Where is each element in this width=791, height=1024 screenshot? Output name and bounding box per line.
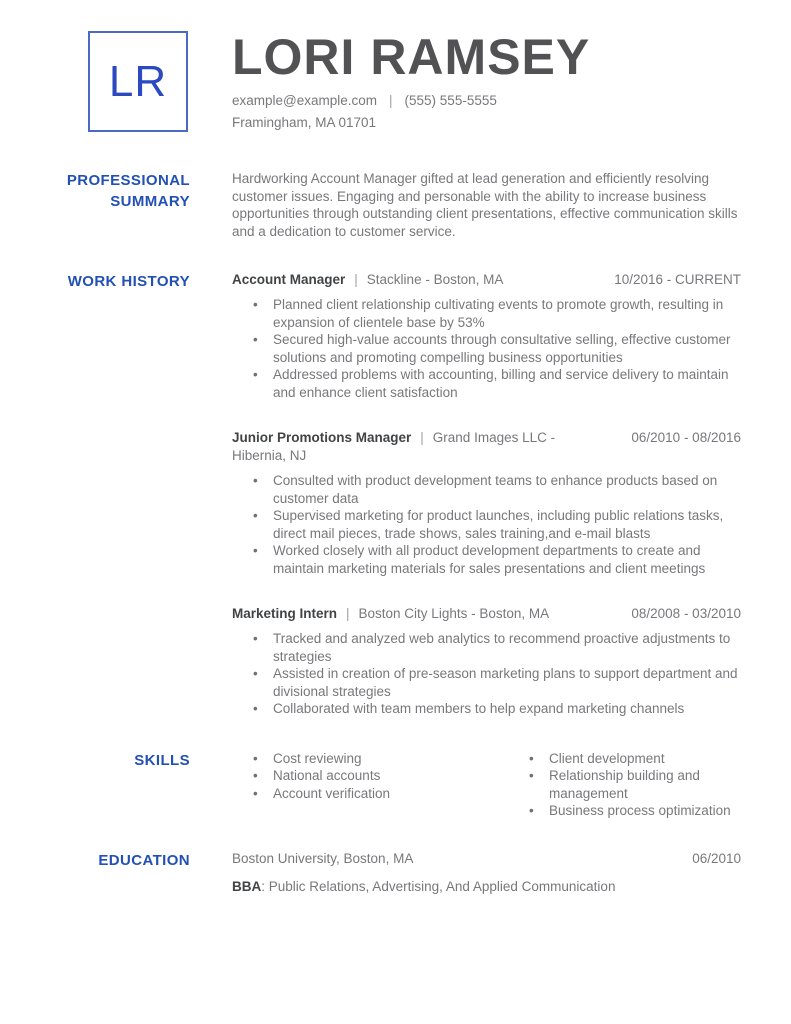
summary-label-line1: PROFESSIONAL xyxy=(66,172,190,189)
job-bullet-list xyxy=(232,296,741,401)
skill-item: • Cost reviewing xyxy=(232,750,508,768)
job-title: Account Manager xyxy=(232,272,346,287)
job-bullet: • Collaborated with team members to help expand marketing channels xyxy=(232,700,741,718)
job-header xyxy=(232,605,741,623)
job-bullet-list xyxy=(232,630,741,718)
job-bullet: • Consulted with product development teams to enhance products based on customer data xyxy=(232,472,741,507)
summary-label-line2: SUMMARY xyxy=(110,193,190,210)
skill-item: • Relationship building and management xyxy=(508,767,741,802)
job-entry xyxy=(232,271,741,401)
skills-content xyxy=(232,750,741,820)
header-text xyxy=(232,31,590,134)
job-title-company xyxy=(232,605,549,623)
education-section-label: EDUCATION xyxy=(98,851,190,869)
job-header xyxy=(232,429,741,465)
contact-line xyxy=(232,90,590,112)
job-bullet: • Supervised marketing for product launches, including public relations tasks, direct mail pieces, trade shows, sales training,and e-mail blasts xyxy=(232,507,741,542)
education-school-line xyxy=(232,850,741,868)
job-company: Stackline - Boston, MA xyxy=(366,272,504,287)
education-degree-label: BBA xyxy=(232,878,262,894)
pipe-separator: | xyxy=(420,430,424,445)
monogram-badge xyxy=(88,31,188,132)
pipe-separator: | xyxy=(389,93,393,108)
job-bullet-list xyxy=(232,472,741,577)
job-title: Marketing Intern xyxy=(232,606,338,621)
job-bullet: • Planned client relationship cultivating events to promote growth, resulting in expansion of clientele base by 53% xyxy=(232,296,741,331)
section-education xyxy=(0,850,741,896)
skills-column-left xyxy=(232,750,508,820)
job-company: Grand Images LLC - Hibernia, NJ xyxy=(232,430,556,463)
job-title-company xyxy=(232,271,503,289)
phone-text: (555) 555-5555 xyxy=(404,93,497,108)
work-history-content xyxy=(232,271,741,718)
job-bullet: • Secured high-value accounts through consultative selling, effective customer solutions and promoting compelling business opportunities xyxy=(232,331,741,366)
job-dates: 10/2016 - CURRENT xyxy=(614,272,741,287)
job-title-company xyxy=(232,429,597,465)
job-title: Junior Promotions Manager xyxy=(232,430,412,445)
monogram-initials: LR xyxy=(108,56,168,106)
job-bullet: • Assisted in creation of pre-season marketing plans to support department and divisional strategies xyxy=(232,665,741,700)
education-school: Boston University, Boston, MA xyxy=(232,850,414,866)
email-text: example@example.com xyxy=(232,93,378,108)
education-degree-detail: : Public Relations, Advertising, And Applied Communication xyxy=(261,878,616,894)
job-bullet: • Addressed problems with accounting, billing and service delivery to maintain and enhance client satisfaction xyxy=(232,366,741,401)
skill-item: • Business process optimization xyxy=(508,802,741,820)
job-header xyxy=(232,271,741,289)
work-history-section-label: WORK HISTORY xyxy=(67,273,190,290)
skill-item: • National accounts xyxy=(232,767,508,785)
candidate-name: LORI RAMSEY xyxy=(232,29,591,85)
address-text: Framingham, MA 01701 xyxy=(232,115,377,130)
resume-header xyxy=(88,31,791,134)
skill-item: • Account verification xyxy=(232,785,508,803)
job-company: Boston City Lights - Boston, MA xyxy=(358,606,550,621)
job-entry xyxy=(232,605,741,718)
section-professional-summary xyxy=(0,170,741,240)
job-dates: 06/2010 - 08/2016 xyxy=(631,430,741,445)
section-skills xyxy=(0,750,741,820)
section-work-history xyxy=(0,271,741,718)
skills-column-right xyxy=(508,750,741,820)
job-bullet: • Worked closely with all product development departments to create and maintain marketing materials for sales presentations and client meetings xyxy=(232,542,741,577)
job-dates: 08/2008 - 03/2010 xyxy=(631,606,741,621)
job-bullet: • Tracked and analyzed web analytics to recommend proactive adjustments to strategies xyxy=(232,630,741,665)
summary-section-label xyxy=(0,170,190,240)
skills-section-label: SKILLS xyxy=(134,751,190,769)
pipe-separator: | xyxy=(354,272,358,287)
education-date: 06/2010 xyxy=(692,850,741,866)
job-entry xyxy=(232,429,741,577)
education-degree-line xyxy=(232,878,741,896)
summary-text: Hardworking Account Manager gifted at lead generation and efficiently resolving customer issues. Engaging and personable with the ability to increase business opportunities through outstanding client presentations, effective communication skills and a dedication to customer service. xyxy=(232,171,738,239)
address-line xyxy=(232,112,590,134)
skill-item: • Client development xyxy=(508,750,741,768)
education-content xyxy=(232,850,741,896)
pipe-separator: | xyxy=(346,606,350,621)
